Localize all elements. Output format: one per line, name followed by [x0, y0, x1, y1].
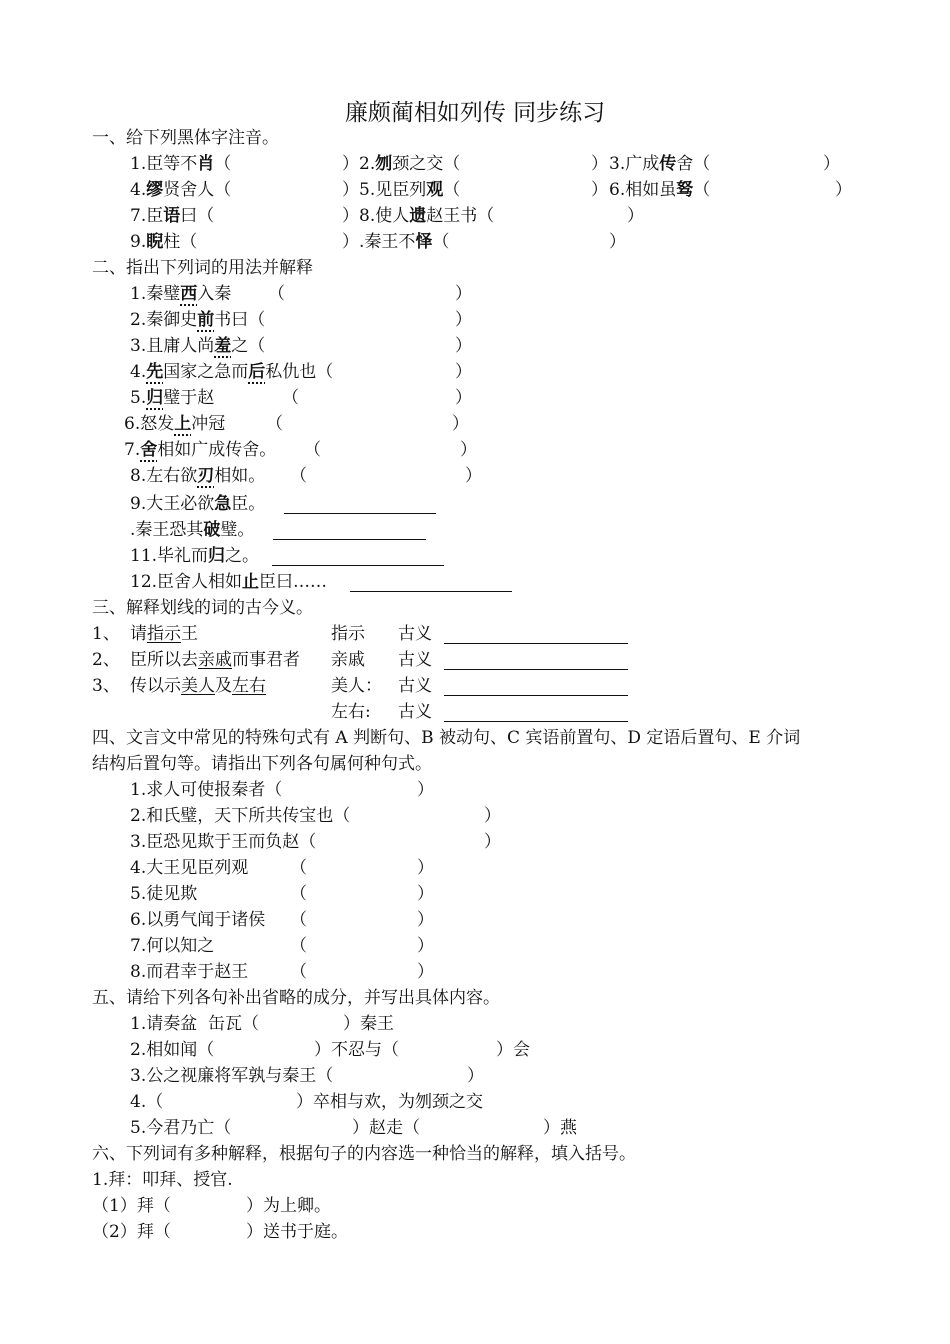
s5-item-rest: ）卒相与欢，为刎颈之交 — [296, 1092, 483, 1112]
s4-close: ） — [417, 936, 434, 956]
s3-label: 古义 — [398, 702, 432, 722]
s2-close: ） — [455, 388, 472, 408]
s2-item: 1.秦璧西入秦 — [130, 284, 232, 304]
s1-q6: 6.相如虽驽（ — [609, 180, 711, 200]
s6-subheading: 1.拜：叩拜、授官. — [92, 1170, 233, 1190]
section5-heading: 五、请给下列各句补出省略的成分，并写出具体内容。 — [92, 988, 500, 1008]
s4-item: 4.大王见臣列观 — [130, 858, 249, 878]
s2-item: 12.臣舍人相如止臣曰…… — [130, 572, 328, 592]
s4-item: 8.而君幸于赵王 — [130, 962, 249, 982]
dotted-char: 刃 — [197, 466, 215, 486]
answer-line[interactable] — [284, 513, 436, 514]
bold-char: 止 — [242, 572, 260, 592]
s6-item-rest: ）送书于庭。 — [246, 1222, 348, 1242]
s5-item-rest: ）不忍与（ — [314, 1040, 399, 1060]
bold-char: 刎 — [375, 154, 393, 174]
s4-open: （ — [290, 910, 307, 930]
s5-item: 2.相如闻（ — [130, 1040, 215, 1060]
s3-label: 古义 — [398, 650, 432, 670]
answer-line[interactable] — [444, 669, 628, 670]
bold-char: 破 — [203, 520, 221, 540]
bold-char: 遗 — [409, 206, 427, 226]
s2-item: 3.且庸人尚羞之（ — [130, 336, 266, 356]
answer-line[interactable] — [444, 695, 628, 696]
s4-item: 1.求人可使报秦者（ — [130, 780, 283, 800]
bold-char: 怿 — [415, 232, 433, 252]
s4-item: 6.以勇气闻于诸侯 — [130, 910, 266, 930]
s4-close: ） — [484, 806, 501, 826]
s4-item: 5.徒见欺 — [130, 884, 198, 904]
s5-item-rest: ）燕 — [543, 1118, 577, 1138]
s2-close: ） — [465, 466, 482, 486]
section1-heading: 一、给下列黑体字注音。 — [92, 128, 279, 148]
s1-q4-close: ） — [342, 180, 359, 200]
s5-item: 1.请奏盆 缶瓦（ — [130, 1014, 260, 1034]
s2-close: ） — [455, 284, 472, 304]
s5-item: 3.公之视廉将军孰与秦王（ — [130, 1066, 334, 1086]
s4-close: ） — [417, 910, 434, 930]
s5-item-rest: ）会 — [496, 1040, 530, 1060]
bold-char: 急 — [214, 494, 232, 514]
s4-close: ） — [417, 780, 434, 800]
s5-item: 4.（ — [130, 1092, 164, 1112]
answer-line[interactable] — [350, 591, 512, 592]
dotted-char: 前 — [197, 310, 215, 330]
s4-close: ） — [417, 858, 434, 878]
s4-item: 3.臣恐见欺于王而负赵（ — [130, 832, 317, 852]
section2-heading: 二、指出下列词的用法并解释 — [92, 258, 313, 278]
s2-open: （ — [282, 388, 299, 408]
s2-item: 9.大王必欲急臣。 — [130, 494, 266, 514]
answer-line[interactable] — [444, 643, 628, 644]
s5-item-rest: ）秦王 — [343, 1014, 394, 1034]
s2-item: .秦王恐其破璧。 — [130, 520, 255, 540]
s3-sentence: 请指示王 — [130, 624, 198, 644]
s4-open: （ — [290, 962, 307, 982]
dotted-char: 西 — [180, 284, 198, 304]
bold-char: 归 — [208, 546, 226, 566]
s2-close: ） — [455, 362, 472, 382]
dotted-char: 羞 — [214, 336, 232, 356]
s3-label: 古义 — [398, 676, 432, 696]
dotted-char: 先 — [146, 362, 164, 382]
dotted-char: 后 — [248, 362, 266, 382]
answer-line[interactable] — [444, 721, 628, 722]
s2-open: （ — [266, 414, 283, 434]
s6-item-rest: ）为上卿。 — [246, 1196, 331, 1216]
s4-item: 2.和氏璧，天下所共传宝也（ — [130, 806, 351, 826]
s2-item: 5.归璧于赵 — [130, 388, 215, 408]
bold-char: 肖 — [197, 154, 215, 174]
s1-q10-close: ） — [609, 232, 626, 252]
s3-sentence: 传以示美人及左右 — [130, 676, 266, 696]
s2-item: 2.秦御史前书曰（ — [130, 310, 266, 330]
s5-item: 5.今君乃亡（ — [130, 1118, 232, 1138]
s2-item: 6.怒发上冲冠 — [124, 414, 226, 434]
s4-close: ） — [417, 884, 434, 904]
section3-heading: 三、解释划线的词的古今义。 — [92, 598, 313, 618]
s2-open: （ — [290, 466, 307, 486]
s1-q2-close: ） — [591, 154, 608, 174]
bold-char: 驽 — [676, 180, 694, 200]
s3-num: 2、 — [92, 650, 120, 670]
answer-line[interactable] — [273, 539, 426, 540]
s2-item: 4.先国家之急而后私仇也（ — [130, 362, 334, 382]
s1-q9-close: ）.秦王不怿（ — [342, 232, 450, 252]
bold-char: 语 — [163, 206, 181, 226]
bold-char: 传 — [659, 154, 677, 174]
answer-line[interactable] — [272, 565, 444, 566]
s3-num: 3、 — [92, 676, 120, 696]
s5-item-rest: ） — [467, 1066, 484, 1086]
s1-q6-close: ） — [835, 180, 852, 200]
page-title: 廉颇蔺相如列传 同步练习 — [344, 100, 606, 126]
s1-q7: 7.臣语曰（ — [130, 206, 215, 226]
s4-open: （ — [290, 858, 307, 878]
s3-word: 美人： — [331, 676, 382, 696]
s3-label: 古义 — [398, 624, 432, 644]
dotted-char: 上 — [174, 414, 192, 434]
underlined-word: 指示 — [147, 624, 181, 644]
s5-item-rest: ）赵走（ — [352, 1118, 420, 1138]
s1-q5: 5.见臣列观（ — [359, 180, 461, 200]
underlined-word: 亲戚 — [198, 650, 232, 670]
s4-close: ） — [417, 962, 434, 982]
dotted-char: 舍 — [140, 440, 158, 460]
s4-close: ） — [484, 832, 501, 852]
s2-open: （ — [268, 284, 285, 304]
s2-item: 8.左右欲刃相如。 — [130, 466, 266, 486]
s3-word: 亲戚 — [331, 650, 365, 670]
s1-q5-close: ） — [591, 180, 608, 200]
s6-item: （2）拜（ — [92, 1222, 171, 1242]
section4-heading-cont: 结构后置句等。请指出下列各句属何种句式。 — [92, 754, 432, 774]
s2-open: （ — [304, 440, 321, 460]
bold-char: 睨 — [146, 232, 164, 252]
s1-q3: 3.广成传舍（ — [609, 154, 711, 174]
s2-close: ） — [460, 440, 477, 460]
s4-item: 7.何以知之 — [130, 936, 215, 956]
bold-char: 观 — [426, 180, 444, 200]
s1-q8-close: ） — [627, 206, 644, 226]
s2-close: ） — [455, 336, 472, 356]
s2-close: ） — [455, 310, 472, 330]
s4-open: （ — [290, 936, 307, 956]
s1-q1-close: ） — [342, 154, 359, 174]
s3-sentence: 臣所以去亲戚而事君者 — [130, 650, 300, 670]
s4-open: （ — [290, 884, 307, 904]
underlined-word: 美人 — [181, 676, 215, 696]
s1-q3-close: ） — [823, 154, 840, 174]
s1-q2: 2.刎颈之交（ — [359, 154, 461, 174]
s1-q9: 9.睨柱（ — [130, 232, 198, 252]
s1-q8: 8.使人遗赵王书（ — [359, 206, 495, 226]
dotted-char: 归 — [146, 388, 164, 408]
s6-item: （1）拜（ — [92, 1196, 171, 1216]
s3-num: 1、 — [92, 624, 120, 644]
s2-close: ） — [452, 414, 469, 434]
s2-item: 11.毕礼而归之。 — [130, 546, 260, 566]
s3-word: 左右: — [331, 702, 371, 722]
s3-word: 指示 — [331, 624, 365, 644]
underlined-word: 左右 — [232, 676, 266, 696]
bold-char: 缪 — [146, 180, 164, 200]
s1-q4: 4.缪贤舍人（ — [130, 180, 232, 200]
s2-item: 7.舍相如广成传舍。 — [124, 440, 277, 460]
s1-q1: 1.臣等不肖（ — [130, 154, 232, 174]
section4-heading: 四、文言文中常见的特殊句式有 A 判断句、B 被动句、C 宾语前置句、D 定语后置句、E 介词 — [92, 728, 801, 748]
section6-heading: 六、下列词有多种解释，根据句子的内容选一种恰当的解释，填入括号。 — [92, 1144, 636, 1164]
s1-q7-close: ） — [342, 206, 359, 226]
